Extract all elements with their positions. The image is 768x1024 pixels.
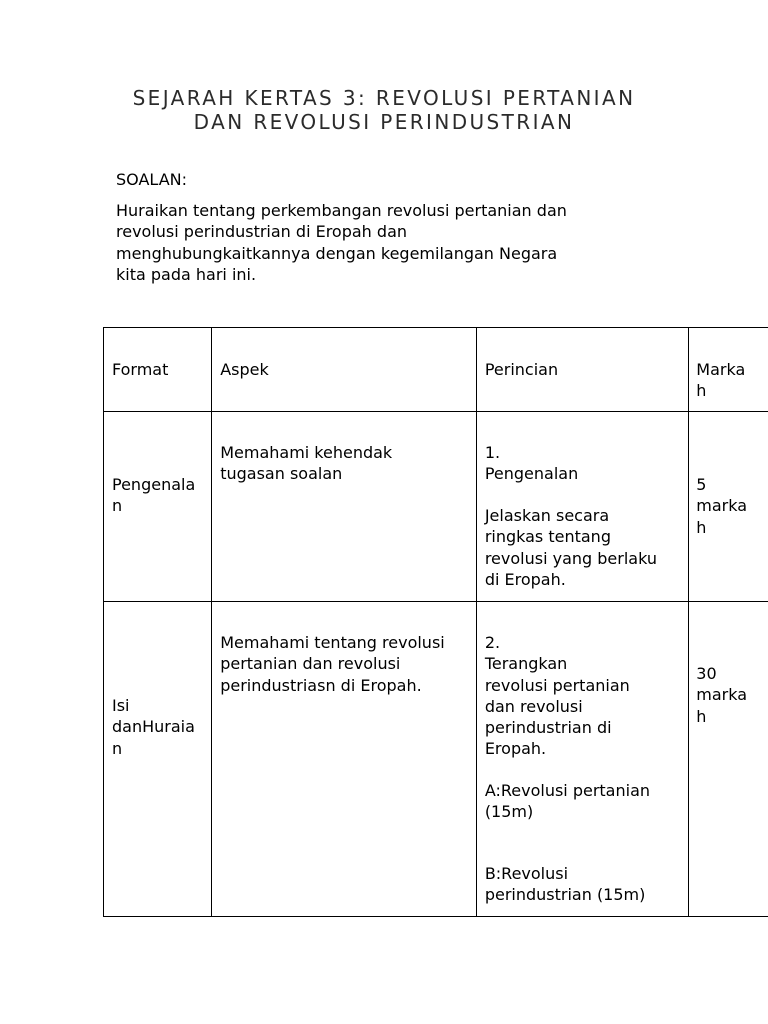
markah-line: h xyxy=(696,517,707,537)
title-line-2: DAN REVOLUSI PERINDUSTRIAN xyxy=(193,110,575,134)
header-aspek xyxy=(212,328,477,412)
table-row xyxy=(104,602,768,917)
row2-perincian-b xyxy=(485,863,646,906)
perincian-line: revolusi yang berlaku xyxy=(484,548,657,568)
header-format-label: Format xyxy=(112,360,169,379)
format-line: Pengenala xyxy=(112,475,196,494)
perincian-number: 2. xyxy=(484,633,501,652)
aspek-line: Memahami tentang revolusi xyxy=(220,633,445,652)
row2-perincian-heading xyxy=(485,632,630,760)
row2-aspek xyxy=(212,602,477,917)
row2-markah xyxy=(689,602,768,917)
header-perincian xyxy=(476,328,688,412)
row1-markah-text xyxy=(696,474,747,538)
row1-aspek xyxy=(212,412,477,602)
perincian-heading: Terangkan xyxy=(484,654,568,674)
format-line: danHuraia xyxy=(112,717,195,737)
header-aspek-label: Aspek xyxy=(220,360,269,379)
header-markah-label xyxy=(696,359,745,402)
header-markah xyxy=(689,328,768,412)
aspek-line: pertanian dan revolusi xyxy=(220,654,401,674)
perincian-line: Eropah. xyxy=(484,739,547,759)
row1-format xyxy=(104,412,212,602)
question-line: kita pada hari ini. xyxy=(116,264,257,284)
format-line: Isi xyxy=(112,696,130,715)
row2-aspek-text xyxy=(220,632,445,696)
perincian-line: perindustrian di xyxy=(484,718,612,738)
row1-perincian-body xyxy=(485,505,657,590)
row1-aspek-text xyxy=(220,442,392,485)
row2-markah-text xyxy=(696,663,747,727)
aspek-line: tugasan soalan xyxy=(220,464,343,484)
perincian-line: (15m) xyxy=(484,802,534,822)
perincian-number: 1. xyxy=(484,443,501,462)
perincian-line: B:Revolusi xyxy=(484,864,569,883)
row1-format-text xyxy=(112,474,195,517)
header-perincian-label: Perincian xyxy=(484,360,559,379)
table-row xyxy=(104,412,768,602)
soalan-label: SOALAN: xyxy=(116,170,187,189)
perincian-line: Jelaskan secara xyxy=(484,506,610,525)
header-format xyxy=(104,328,212,412)
rubric-table xyxy=(103,327,768,917)
perincian-line: ringkas tentang xyxy=(484,527,611,547)
row2-perincian xyxy=(476,602,688,917)
markah-line: 5 xyxy=(696,475,707,494)
aspek-line: Memahami kehendak xyxy=(220,443,393,462)
format-line: n xyxy=(112,738,123,758)
question-text xyxy=(116,200,646,285)
table-header-row xyxy=(104,328,768,412)
perincian-line: perindustrian (15m) xyxy=(484,885,646,905)
row1-markah xyxy=(689,412,768,602)
question-line: Huraikan tentang perkembangan revolusi pertanian dan xyxy=(116,201,567,220)
row2-format xyxy=(104,602,212,917)
title-line-1: SEJARAH KERTAS 3: REVOLUSI PERTANIAN xyxy=(132,86,636,110)
perincian-line: A:Revolusi pertanian xyxy=(484,781,651,800)
question-line: revolusi perindustrian di Eropah dan xyxy=(116,222,408,242)
aspek-line: perindustriasn di Eropah. xyxy=(220,675,422,695)
header-markah-line: Marka xyxy=(696,360,746,379)
perincian-line: revolusi pertanian xyxy=(484,675,630,695)
row1-perincian xyxy=(476,412,688,602)
markah-line: marka xyxy=(696,496,748,516)
perincian-heading: Pengenalan xyxy=(484,464,579,484)
header-markah-line: h xyxy=(696,381,707,401)
format-line: n xyxy=(112,496,123,516)
document-title xyxy=(0,86,768,134)
row2-format-text xyxy=(112,695,195,759)
markah-line: 30 xyxy=(696,664,717,683)
markah-line: h xyxy=(696,706,707,726)
row2-perincian-a xyxy=(485,780,650,823)
perincian-line: dan revolusi xyxy=(484,696,583,716)
question-line: menghubungkaitkannya dengan kegemilangan Negara xyxy=(116,243,558,263)
perincian-line: di Eropah. xyxy=(484,569,566,589)
markah-line: marka xyxy=(696,685,748,705)
row1-perincian-heading xyxy=(485,442,578,485)
